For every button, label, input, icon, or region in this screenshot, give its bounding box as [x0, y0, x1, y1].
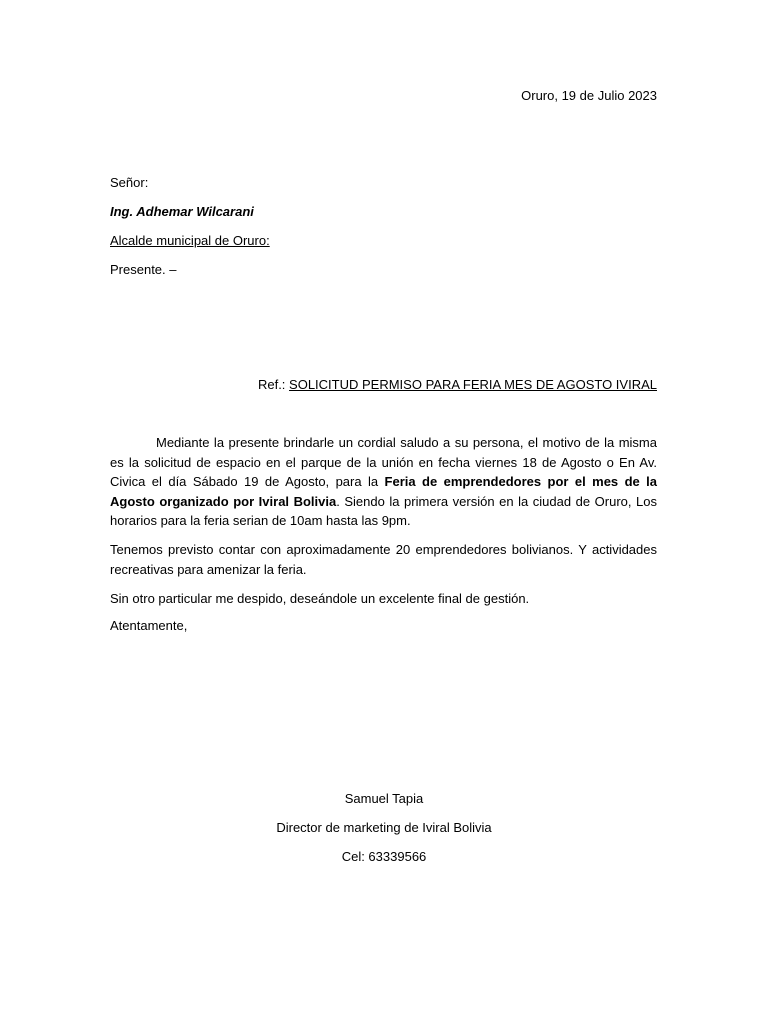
- recipient-name: Ing. Adhemar Wilcarani: [110, 204, 254, 219]
- signature-name: Samuel Tapia: [344, 791, 424, 806]
- letter-date: Oruro, 19 de Julio 2023: [521, 88, 657, 103]
- closing-line: Atentamente,: [110, 618, 188, 633]
- p1-text-start: Mediante la presente brindarle un cordial saludo a su persona, el motivo de la misma es la solicitud de espacio en el parque de la unión en fecha viernes 18 de Agosto o En Av. Civica el día Sábado 19 de Agosto, para la: [110, 435, 657, 489]
- body-paragraph-3: Sin otro particular me despido, deseándole un excelente final de gestión.: [110, 591, 530, 606]
- reference-label: Ref.:: [257, 377, 290, 392]
- p1-bold-text: Feria de emprendedores por el mes de la Agosto organizado por Iviral Bolivia: [110, 474, 657, 509]
- body-paragraph-1: [110, 433, 657, 531]
- signature-title: Director de marketing de Iviral Bolivia: [276, 820, 492, 835]
- reference-text: SOLICITUD PERMISO PARA FERIA MES DE AGOSTO IVIRAL: [289, 377, 657, 392]
- salutation: Señor:: [110, 175, 149, 190]
- reference-line: [258, 377, 657, 393]
- body-paragraph-2: Tenemos previsto contar con aproximadamente 20 emprendedores bolivianos. Y actividades recreativas para amenizar la feria.: [110, 542, 657, 577]
- recipient-title: Alcalde municipal de Oruro:: [110, 233, 270, 248]
- signature-phone: Cel: 63339566: [341, 849, 427, 864]
- presente-line: Presente. –: [110, 262, 177, 277]
- p1-text-end: . Siendo la primera versión en la ciudad de Oruro, Los horarios para la feria serian de 10am hasta las 9pm.: [110, 493, 657, 528]
